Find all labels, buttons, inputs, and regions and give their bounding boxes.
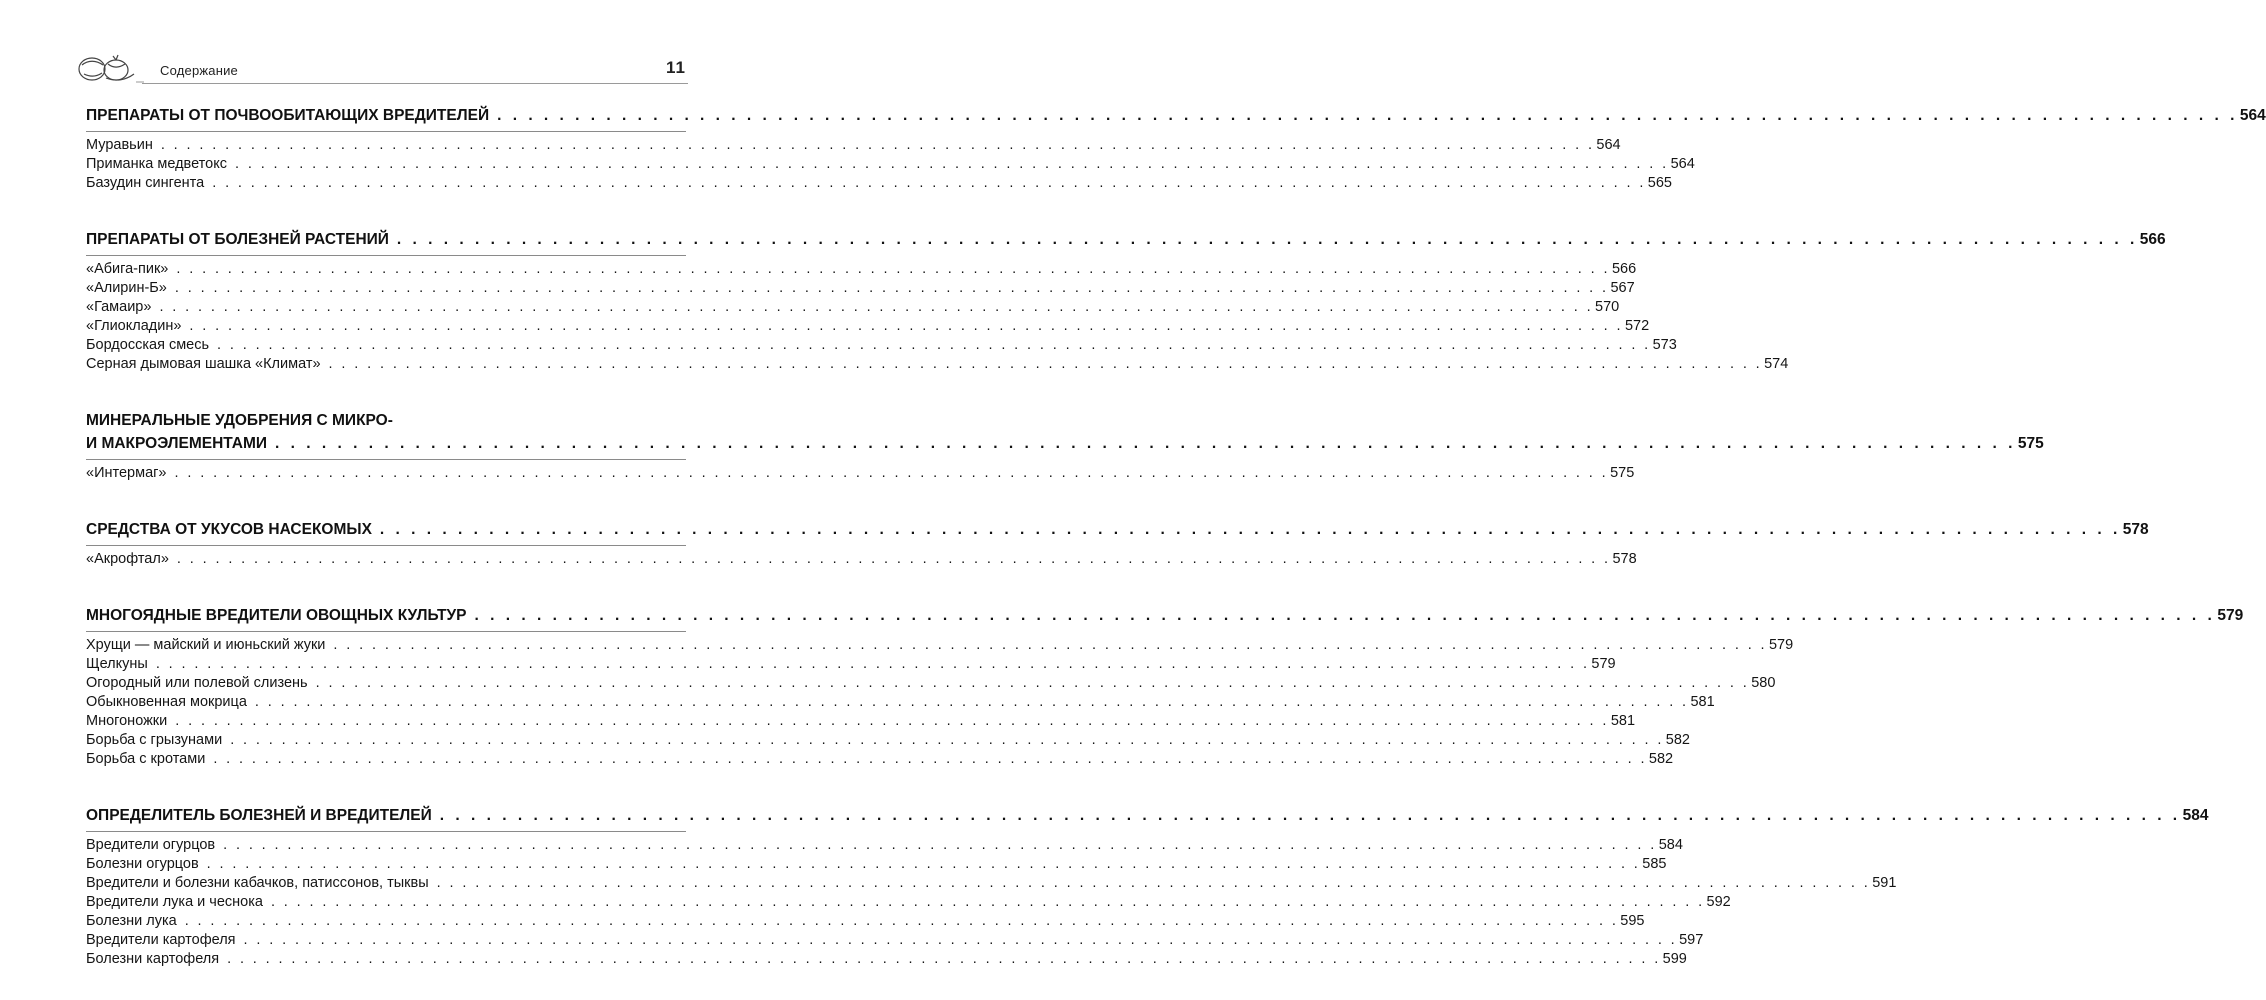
entry-page: 575 xyxy=(1610,465,1635,481)
entry-label: «Интермаг» xyxy=(86,465,167,481)
section-divider xyxy=(86,631,686,632)
entry-label: Вредители огурцов xyxy=(86,837,216,853)
toc-entry[interactable] xyxy=(86,279,1635,298)
toc-entry[interactable] xyxy=(86,155,1695,174)
dot-leader: . . . . . . . . . . . . . . . . . . . . . . . . . . . . . . . . . . . . . . . . . . . . . . . . . . . . . . . . . . . . . . . . . . . . . . . . . . . . . . . . . . . . . . . . . . . . . . . . . . . . . . . . . . . . . . . . xyxy=(230,732,1664,748)
entry-label: Бордосская смесь xyxy=(86,337,210,353)
section-heading[interactable] xyxy=(86,604,2244,627)
entry-label: Щелкуны xyxy=(86,656,148,672)
running-header xyxy=(76,50,688,86)
dot-leader: . . . . . . . . . . . . . . . . . . . . . . . . . . . . . . . . . . . . . . . . . . . . . . . . . . . . . . . . . . . . . . . . . . . . . . . . . . . . . . . . . . . . . . . . . . . . . . . . . . . . . . . . . . . . . . . . xyxy=(254,694,1689,710)
toc-section xyxy=(86,604,2244,769)
table-of-contents xyxy=(86,104,2266,969)
section-gap xyxy=(86,483,686,518)
entry-page: 570 xyxy=(1595,299,1620,315)
dot-leader: . . . . . . . . . . . . . . . . . . . . . . . . . . . . . . . . . . . . . . . . . . . . . . . . . . . . . . . . . . . . . . . . . . . . . . . . . . . . . . . . . . . . . . . . . . . . . . . . . . . . . . . . . . . . . . . . xyxy=(275,435,2016,452)
section-title: И МАКРОЭЛЕМЕНТАМИ xyxy=(86,435,268,452)
entry-page: 565 xyxy=(1647,175,1672,191)
dot-leader: . . . . . . . . . . . . . . . . . . . . . . . . . . . . . . . . . . . . . . . . . . . . . . . . . . . . . . . . . . . . . . . . . . . . . . . . . . . . . . . . . . . . . . . . . . . . . . . . . . . . . . . . . . . . . . . . xyxy=(379,521,2121,538)
dot-leader: . . . . . . . . . . . . . . . . . . . . . . . . . . . . . . . . . . . . . . . . . . . . . . . . . . . . . . . . . . . . . . . . . . . . . . . . . . . . . . . . . . . . . . . . . . . . . . . . . . . . . . . . . . . . . . . . xyxy=(436,875,1871,891)
entry-page: 595 xyxy=(1620,913,1645,929)
entry-page: 564 xyxy=(1670,156,1695,172)
section-divider xyxy=(86,255,686,256)
section-page: 584 xyxy=(2182,807,2209,824)
toc-entry[interactable] xyxy=(86,893,1731,912)
dot-leader: . . . . . . . . . . . . . . . . . . . . . . . . . . . . . . . . . . . . . . . . . . . . . . . . . . . . . . . . . . . . . . . . . . . . . . . . . . . . . . . . . . . . . . . . . . . . . . . . . . . . . . . . . . . . . . . . xyxy=(213,751,1647,767)
entry-label: Борьба с грызунами xyxy=(86,732,223,748)
toc-entry[interactable] xyxy=(86,636,1794,655)
entry-label: Болезни картофеля xyxy=(86,951,220,967)
dot-leader: . . . . . . . . . . . . . . . . . . . . . . . . . . . . . . . . . . . . . . . . . . . . . . . . . . . . . . . . . . . . . . . . . . . . . . . . . . . . . . . . . . . . . . . . . . . . . . . . . . . . . . . . . . . . . . . . xyxy=(184,913,1619,929)
section-title: ПРЕПАРАТЫ ОТ БОЛЕЗНЕЙ РАСТЕНИЙ xyxy=(86,231,389,248)
toc-entry[interactable] xyxy=(86,336,1677,355)
entry-page: 573 xyxy=(1652,337,1677,353)
section-divider xyxy=(86,459,686,460)
toc-entry[interactable] xyxy=(86,464,1635,483)
entry-page: 591 xyxy=(1872,875,1897,891)
entry-page: 582 xyxy=(1665,732,1690,748)
section-gap xyxy=(86,569,686,604)
section-title: СРЕДСТВА ОТ УКУСОВ НАСЕКОМЫХ xyxy=(86,521,372,538)
vegetables-logo-icon xyxy=(76,52,144,84)
dot-leader: . . . . . . . . . . . . . . . . . . . . . . . . . . . . . . . . . . . . . . . . . . . . . . . . . . . . . . . . . . . . . . . . . . . . . . . . . . . . . . . . . . . . . . . . . . . . . . . . . . . . . . . . . . . . . . . . xyxy=(189,318,1623,334)
toc-entry[interactable] xyxy=(86,912,1645,931)
section-divider xyxy=(86,831,686,832)
header-title: Содержание xyxy=(160,63,238,78)
section-page: 578 xyxy=(2122,521,2149,538)
entry-page: 581 xyxy=(1610,713,1636,729)
entry-page: 574 xyxy=(1764,356,1789,372)
dot-leader: . . . . . . . . . . . . . . . . . . . . . . . . . . . . . . . . . . . . . . . . . . . . . . . . . . . . . . . . . . . . . . . . . . . . . . . . . . . . . . . . . . . . . . . . . . . . . . . . . . . . . . . . . . . . . . . . xyxy=(270,894,1705,910)
header-rule xyxy=(142,83,688,84)
entry-label: Муравьин xyxy=(86,137,153,153)
toc-section xyxy=(86,518,2149,569)
section-gap xyxy=(86,193,686,228)
section-title: ПРЕПАРАТЫ ОТ ПОЧВООБИТАЮЩИХ ВРЕДИТЕЛЕЙ xyxy=(86,107,490,124)
entry-label: Обыкновенная мокрица xyxy=(86,694,247,710)
entry-label: Базудин сингента xyxy=(86,175,205,191)
dot-leader: . . . . . . . . . . . . . . . . . . . . . . . . . . . . . . . . . . . . . . . . . . . . . . . . . . . . . . . . . . . . . . . . . . . . . . . . . . . . . . . . . . . . . . . . . . . . . . . . . . . . . . . . . . . . . . . . xyxy=(176,261,1610,277)
dot-leader: . . . . . . . . . . . . . . . . . . . . . . . . . . . . . . . . . . . . . . . . . . . . . . . . . . . . . . . . . . . . . . . . . . . . . . . . . . . . . . . . . . . . . . . . . . . . . . . . . . . . . . . . . . . . . . . . xyxy=(206,856,1641,872)
toc-entry[interactable] xyxy=(86,855,1667,874)
section-heading[interactable] xyxy=(86,518,2149,541)
entry-label: «Абига-пик» xyxy=(86,261,169,277)
section-divider xyxy=(86,545,686,546)
toc-entry[interactable] xyxy=(86,674,1776,693)
entry-page: 579 xyxy=(1768,637,1794,653)
dot-leader: . . . . . . . . . . . . . . . . . . . . . . . . . . . . . . . . . . . . . . . . . . . . . . . . . . . . . . . . . . . . . . . . . . . . . . . . . . . . . . . . . . . . . . . . . . . . . . . . . . . . . . . . . . . . . . . . xyxy=(174,280,1609,296)
entry-page: 585 xyxy=(1642,856,1667,872)
entry-label: Хрущи — майский и июньский жуки xyxy=(86,637,326,653)
toc-section xyxy=(86,409,2044,483)
section-divider xyxy=(86,131,686,132)
section-title: ОПРЕДЕЛИТЕЛЬ БОЛЕЗНЕЙ И ВРЕДИТЕЛЕЙ xyxy=(86,807,432,824)
entry-page: 578 xyxy=(1612,551,1637,567)
entry-label: «Акрофтал» xyxy=(86,551,169,567)
toc-section xyxy=(86,804,2209,969)
toc-entry[interactable] xyxy=(86,693,1715,712)
entry-page: 572 xyxy=(1624,318,1650,334)
entry-label: «Алирин-Б» xyxy=(86,280,167,296)
toc-entry[interactable] xyxy=(86,550,1637,569)
section-page: 566 xyxy=(2139,231,2166,248)
toc-entry[interactable] xyxy=(86,731,1690,750)
dot-leader: . . . . . . . . . . . . . . . . . . . . . . . . . . . . . . . . . . . . . . . . . . . . . . . . . . . . . . . . . . . . . . . . . . . . . . . . . . . . . . . . . . . . . . . . . . . . . . . . . . . . . . . . . . . . . . . . xyxy=(160,137,1595,153)
toc-entry[interactable] xyxy=(86,260,1637,279)
entry-label: «Глиокладин» xyxy=(86,318,182,334)
entry-page: 597 xyxy=(1679,932,1704,948)
toc-entry[interactable] xyxy=(86,317,1650,336)
dot-leader: . . . . . . . . . . . . . . . . . . . . . . . . . . . . . . . . . . . . . . . . . . . . . . . . . . . . . . . . . . . . . . . . . . . . . . . . . . . . . . . . . . . . . . . . . . . . . . . . . . . . . . . . . . . . . . . . xyxy=(176,551,1611,567)
dot-leader: . . . . . . . . . . . . . . . . . . . . . . . . . . . . . . . . . . . . . . . . . . . . . . . . . . . . . . . . . . . . . . . . . . . . . . . . . . . . . . . . . . . . . . . . . . . . . . . . . . . . . . . . . . . . . . . . xyxy=(217,337,1651,353)
entry-label: Болезни лука xyxy=(86,913,177,929)
section-heading[interactable] xyxy=(86,228,2166,251)
entry-page: 567 xyxy=(1610,280,1635,296)
toc-entry[interactable] xyxy=(86,750,1674,769)
dot-leader: . . . . . . . . . . . . . . . . . . . . . . . . . . . . . . . . . . . . . . . . . . . . . . . . . . . . . . . . . . . . . . . . . . . . . . . . . . . . . . . . . . . . . . . . . . . . . . . . . . . . . . . . . . . . . . . . xyxy=(328,356,1763,372)
dot-leader: . . . . . . . . . . . . . . . . . . . . . . . . . . . . . . . . . . . . . . . . . . . . . . . . . . . . . . . . . . . . . . . . . . . . . . . . . . . . . . . . . . . . . . . . . . . . . . . . . . . . . . . . . . . . . . . . xyxy=(234,156,1669,172)
entry-label: Вредители и болезни кабачков, патиссонов, тыквы xyxy=(86,875,429,891)
section-page: 564 xyxy=(2239,107,2266,124)
entry-page: 584 xyxy=(1658,837,1683,853)
toc-entry[interactable] xyxy=(86,136,1621,155)
toc-entry[interactable] xyxy=(86,174,1672,193)
entry-label: Приманка медветокс xyxy=(86,156,227,172)
dot-leader: . . . . . . . . . . . . . . . . . . . . . . . . . . . . . . . . . . . . . . . . . . . . . . . . . . . . . . . . . . . . . . . . . . . . . . . . . . . . . . . . . . . . . . . . . . . . . . . . . . . . . . . . . . . . . . . . xyxy=(315,675,1750,691)
dot-leader: . . . . . . . . . . . . . . . . . . . . . . . . . . . . . . . . . . . . . . . . . . . . . . . . . . . . . . . . . . . . . . . . . . . . . . . . . . . . . . . . . . . . . . . . . . . . . . . . . . . . . . . . . . . . . . . . xyxy=(439,807,2181,824)
toc-entry[interactable] xyxy=(86,950,1687,969)
dot-leader: . . . . . . . . . . . . . . . . . . . . . . . . . . . . . . . . . . . . . . . . . . . . . . . . . . . . . . . . . . . . . . . . . . . . . . . . . . . . . . . . . . . . . . . . . . . . . . . . . . . . . . . . . . . . . . . . xyxy=(155,656,1590,672)
entry-label: «Гамаир» xyxy=(86,299,152,315)
entry-page: 580 xyxy=(1751,675,1776,691)
toc-entry[interactable] xyxy=(86,836,1683,855)
entry-page: 599 xyxy=(1662,951,1687,967)
entry-label: Многоножки xyxy=(86,713,168,729)
section-heading[interactable] xyxy=(86,432,2044,455)
entry-label: Вредители картофеля xyxy=(86,932,236,948)
dot-leader: . . . . . . . . . . . . . . . . . . . . . . . . . . . . . . . . . . . . . . . . . . . . . . . . . . . . . . . . . . . . . . . . . . . . . . . . . . . . . . . . . . . . . . . . . . . . . . . . . . . . . . . . . . . . . . . . xyxy=(474,607,2216,624)
dot-leader: . . . . . . . . . . . . . . . . . . . . . . . . . . . . . . . . . . . . . . . . . . . . . . . . . . . . . . . . . . . . . . . . . . . . . . . . . . . . . . . . . . . . . . . . . . . . . . . . . . . . . . . . . . . . . . . . xyxy=(159,299,1594,315)
dot-leader: . . . . . . . . . . . . . . . . . . . . . . . . . . . . . . . . . . . . . . . . . . . . . . . . . . . . . . . . . . . . . . . . . . . . . . . . . . . . . . . . . . . . . . . . . . . . . . . . . . . . . . . . . . . . . . . . xyxy=(333,637,1767,653)
dot-leader: . . . . . . . . . . . . . . . . . . . . . . . . . . . . . . . . . . . . . . . . . . . . . . . . . . . . . . . . . . . . . . . . . . . . . . . . . . . . . . . . . . . . . . . . . . . . . . . . . . . . . . . . . . . . . . . . xyxy=(243,932,1678,948)
entry-label: Борьба с кротами xyxy=(86,751,206,767)
dot-leader: . . . . . . . . . . . . . . . . . . . . . . . . . . . . . . . . . . . . . . . . . . . . . . . . . . . . . . . . . . . . . . . . . . . . . . . . . . . . . . . . . . . . . . . . . . . . . . . . . . . . . . . . . . . . . . . . xyxy=(212,175,1646,191)
entry-page: 566 xyxy=(1611,261,1637,277)
toc-entry[interactable] xyxy=(86,655,1616,674)
section-page: 575 xyxy=(2017,435,2044,452)
entry-label: Вредители лука и чеснока xyxy=(86,894,263,910)
toc-section xyxy=(86,104,2266,193)
dot-leader: . . . . . . . . . . . . . . . . . . . . . . . . . . . . . . . . . . . . . . . . . . . . . . . . . . . . . . . . . . . . . . . . . . . . . . . . . . . . . . . . . . . . . . . . . . . . . . . . . . . . . . . . . . . . . . . . xyxy=(223,837,1657,853)
dot-leader: . . . . . . . . . . . . . . . . . . . . . . . . . . . . . . . . . . . . . . . . . . . . . . . . . . . . . . . . . . . . . . . . . . . . . . . . . . . . . . . . . . . . . . . . . . . . . . . . . . . . . . . . . . . . . . . . xyxy=(396,231,2138,248)
page-number: 11 xyxy=(666,58,686,77)
section-title-line1[interactable]: МИНЕРАЛЬНЫЕ УДОБРЕНИЯ С МИКРО- xyxy=(86,412,393,429)
dot-leader: . . . . . . . . . . . . . . . . . . . . . . . . . . . . . . . . . . . . . . . . . . . . . . . . . . . . . . . . . . . . . . . . . . . . . . . . . . . . . . . . . . . . . . . . . . . . . . . . . . . . . . . . . . . . . . . . xyxy=(175,713,1609,729)
dot-leader: . . . . . . . . . . . . . . . . . . . . . . . . . . . . . . . . . . . . . . . . . . . . . . . . . . . . . . . . . . . . . . . . . . . . . . . . . . . . . . . . . . . . . . . . . . . . . . . . . . . . . . . . . . . . . . . . xyxy=(174,465,1609,481)
section-gap xyxy=(86,374,686,409)
entry-label: Серная дымовая шашка «Климат» xyxy=(86,356,321,372)
entry-page: 581 xyxy=(1690,694,1715,710)
entry-page: 579 xyxy=(1591,656,1616,672)
toc-section xyxy=(86,228,2166,374)
section-heading[interactable] xyxy=(86,104,2266,127)
section-title: МНОГОЯДНЫЕ ВРЕДИТЕЛИ ОВОЩНЫХ КУЛЬТУР xyxy=(86,607,467,624)
section-page: 579 xyxy=(2217,607,2244,624)
toc-entry[interactable] xyxy=(86,355,1789,374)
section-gap xyxy=(86,769,686,804)
toc-entry[interactable] xyxy=(86,931,1704,950)
dot-leader: . . . . . . . . . . . . . . . . . . . . . . . . . . . . . . . . . . . . . . . . . . . . . . . . . . . . . . . . . . . . . . . . . . . . . . . . . . . . . . . . . . . . . . . . . . . . . . . . . . . . . . . . . . . . . . . . xyxy=(497,107,2238,124)
toc-entry[interactable] xyxy=(86,712,1636,731)
toc-entry[interactable] xyxy=(86,298,1620,317)
entry-page: 564 xyxy=(1596,137,1621,153)
entry-label: Болезни огурцов xyxy=(86,856,199,872)
toc-entry[interactable] xyxy=(86,874,1897,893)
entry-page: 592 xyxy=(1706,894,1731,910)
entry-label: Огородный или полевой слизень xyxy=(86,675,308,691)
dot-leader: . . . . . . . . . . . . . . . . . . . . . . . . . . . . . . . . . . . . . . . . . . . . . . . . . . . . . . . . . . . . . . . . . . . . . . . . . . . . . . . . . . . . . . . . . . . . . . . . . . . . . . . . . . . . . . . . xyxy=(227,951,1661,967)
section-heading[interactable] xyxy=(86,804,2209,827)
entry-page: 582 xyxy=(1648,751,1674,767)
